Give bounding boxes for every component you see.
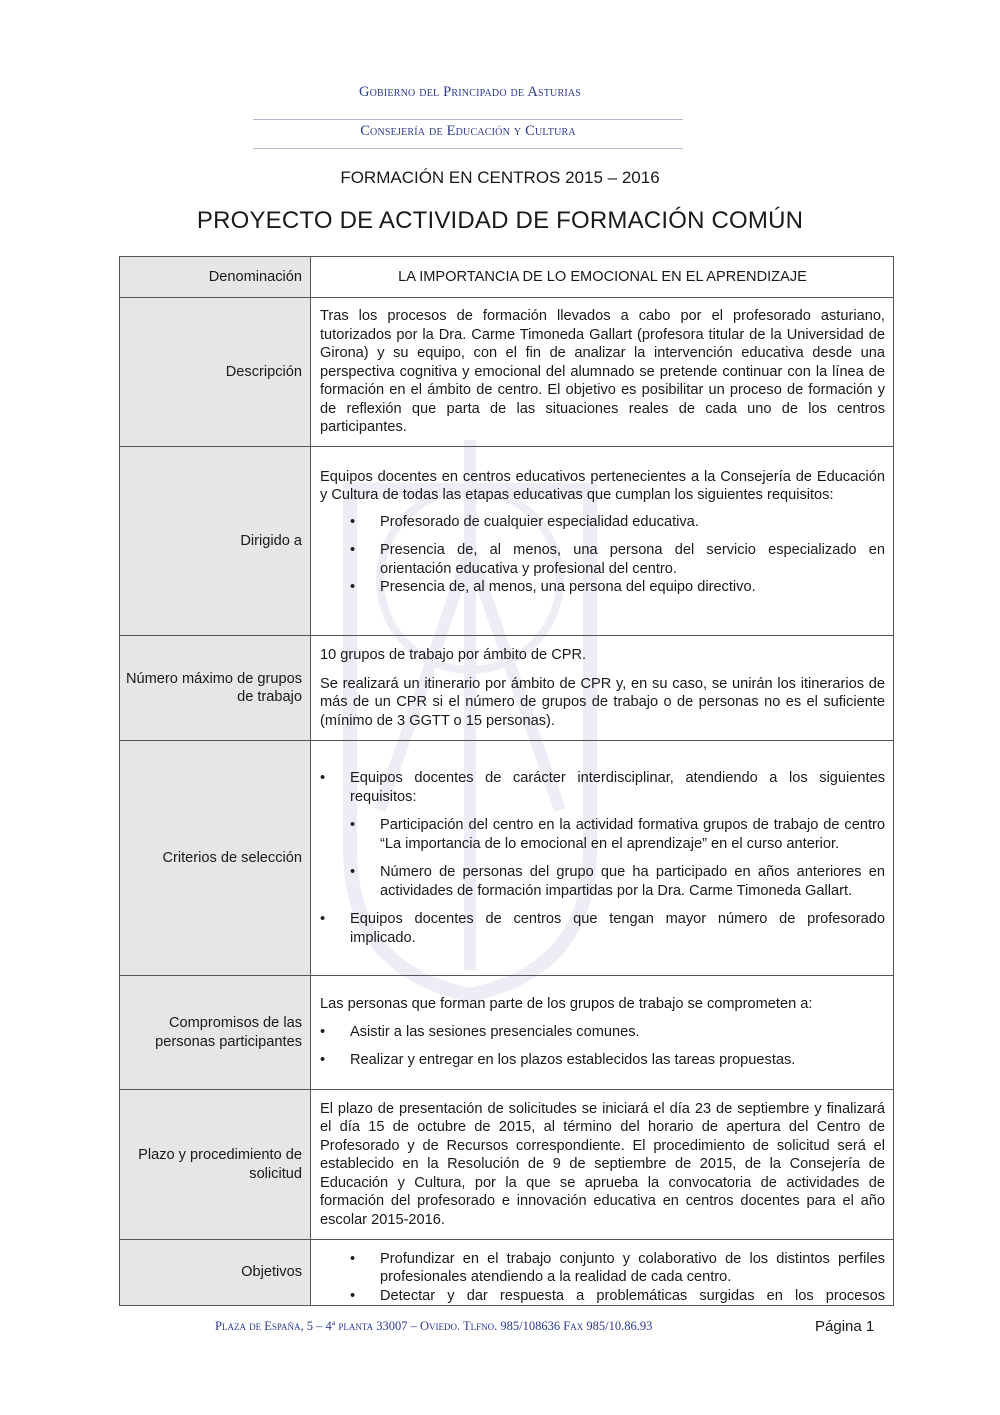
bullet-icon: •: [350, 579, 356, 595]
list-item: • Presencia de, al menos, una persona del servicio especializado en orientación educativa y profesional del centro.: [350, 542, 885, 577]
numero-p2: Se realizará un itinerario por ámbito de CPR y, en su caso, se unirán los itinerarios de más de un CPR si el número de grupos de trabajo o de personas no es el suficiente (mínimo de 3 GGTT o 15 personas).: [320, 675, 885, 729]
page-number: Página 1: [815, 1318, 875, 1335]
label-numero-maximo: Número máximo de grupos de trabajo: [120, 636, 311, 741]
row-denominacion: [120, 257, 894, 298]
sub-list-item: • Participación del centro en la actividad formativa grupos de trabajo de centro “La importancia de lo emocional en el aprendizaje” en el curso anterior.: [350, 817, 885, 852]
bullet-icon: •: [320, 1052, 326, 1069]
bullet-icon: •: [320, 1023, 326, 1040]
bullet-icon: •: [350, 817, 356, 833]
list-item: • Equipos docentes de centros que tengan mayor número de profesorado implicado.: [320, 911, 885, 946]
sub-list-item: • Número de personas del grupo que ha participado en años anteriores en actividades de formación impartidas por la Dra. Carme Timoneda Gallart.: [350, 864, 885, 899]
bullet-icon: •: [350, 1250, 356, 1267]
label-plazo: Plazo y procedimiento de solicitud: [120, 1090, 311, 1240]
numero-p1: 10 grupos de trabajo por ámbito de CPR.: [320, 647, 587, 663]
list-item: • Asistir a las sesiones presenciales comunes.: [320, 1023, 640, 1040]
value-numero-maximo: [311, 636, 894, 741]
label-descripcion: Descripción: [120, 298, 311, 447]
row-plazo: [120, 1090, 894, 1240]
bullet-icon: •: [320, 770, 326, 786]
document-title: PROYECTO DE ACTIVIDAD DE FORMACIÓN COMÚN: [196, 207, 804, 234]
bullet-icon: •: [350, 542, 356, 558]
row-numero-maximo: [120, 636, 894, 741]
value-criterios: [311, 741, 894, 976]
row-compromisos: [120, 976, 894, 1090]
bullet-icon: •: [350, 1287, 356, 1304]
label-denominacion: Denominación: [120, 257, 311, 298]
list-item: • Realizar y entregar en los plazos establecidos las tareas propuestas.: [320, 1052, 796, 1069]
descripcion-text: Tras los procesos de formación llevados a cabo por el profesorado asturiano, tutorizados por la Dra. Carme Timoneda Gallart (profesora titular de la Universidad de Girona) y su equipo, con el fin de analizar la intervención educativa desde una perspectiva cognitiva y emocional del alumnado se pretende continuar con la línea de formación en el ámbito de centro. El objetivo es posibilitar un proceso de formación y de reflexión que parta de las situaciones reales de cada uno de los centros participantes.: [320, 308, 885, 436]
row-criterios: [120, 741, 894, 976]
value-compromisos: [311, 976, 894, 1090]
value-objetivos: [311, 1240, 894, 1306]
bullet-icon: •: [320, 911, 326, 927]
row-dirigido: [120, 447, 894, 636]
list-item: • Profundizar en el trabajo conjunto y colaborativo de los distintos perfiles profesionales atendiendo a la realidad de cada centro.: [350, 1250, 885, 1285]
bullet-icon: •: [350, 513, 356, 530]
list-item: • Profesorado de cualquier especialidad educativa.: [350, 513, 699, 530]
row-objetivos: [120, 1240, 894, 1306]
label-objetivos: Objetivos: [120, 1240, 311, 1306]
value-plazo: [311, 1090, 894, 1240]
list-item: • Equipos docentes de carácter interdisciplinar, atendiendo a los siguientes requisitos: • Participación del centro en la actividad formativa grupos de trabajo de centro “La importancia de lo emocional en el aprendizaje” en el curso anterior. • Número de personas del grupo que ha participado en años anteriores en actividades de formación impartidas por la Dra. Carme Timoneda Gallart.: [320, 770, 885, 899]
document-subtitle: FORMACIÓN EN CENTROS 2015 – 2016: [340, 168, 660, 187]
compromisos-intro: Las personas que forman parte de los grupos de trabajo se comprometen a:: [320, 996, 813, 1013]
value-descripcion: [311, 298, 894, 447]
header-divider-top: [253, 119, 683, 120]
list-item: • Presencia de, al menos, una persona del equipo directivo.: [350, 579, 756, 595]
plazo-text: El plazo de presentación de solicitudes se iniciará el día 23 de septiembre y finalizará el día 15 de octubre de 2015, al término del horario de apertura del Centro de Profesorado y de Recursos correspondiente. El procedimiento de solicitud será el establecido en la Resolución de 9 de septiembre de 2015, de la Consejería de Educación y Cultura, por la que se aprueba la convocatoria de actividades de formación del profesorado e innovación educativa en centros docentes para el año escolar 2015-2016.: [320, 1100, 885, 1228]
label-compromisos: Compromisos de las personas participantes: [120, 976, 311, 1090]
department-name: Consejería de Educación y Cultura: [360, 123, 576, 139]
header-divider-bottom: [253, 148, 683, 149]
label-criterios: Criterios de selección: [120, 741, 311, 976]
value-denominacion: LA IMPORTANCIA DE LO EMOCIONAL EN EL APRENDIZAJE: [311, 257, 894, 298]
footer-address: Plaza de España, 5 – 4ª planta 33007 – Oviedo. Tlfno. 985/108636 Fax 985/10.86.93: [215, 1319, 653, 1333]
list-item: • Detectar y dar respuesta a problemáticas surgidas en los procesos: [350, 1287, 885, 1304]
activity-table: [119, 256, 894, 1306]
organization-name: Gobierno del Principado de Asturias: [358, 84, 582, 100]
label-dirigido: Dirigido a: [120, 447, 311, 636]
row-descripcion: [120, 298, 894, 447]
dirigido-intro: Equipos docentes en centros educativos pertenecientes a la Consejería de Educación y Cultura de todas las etapas educativas que cumplan los siguientes requisitos:: [320, 468, 885, 503]
bullet-icon: •: [350, 864, 356, 880]
value-dirigido: [311, 447, 894, 636]
